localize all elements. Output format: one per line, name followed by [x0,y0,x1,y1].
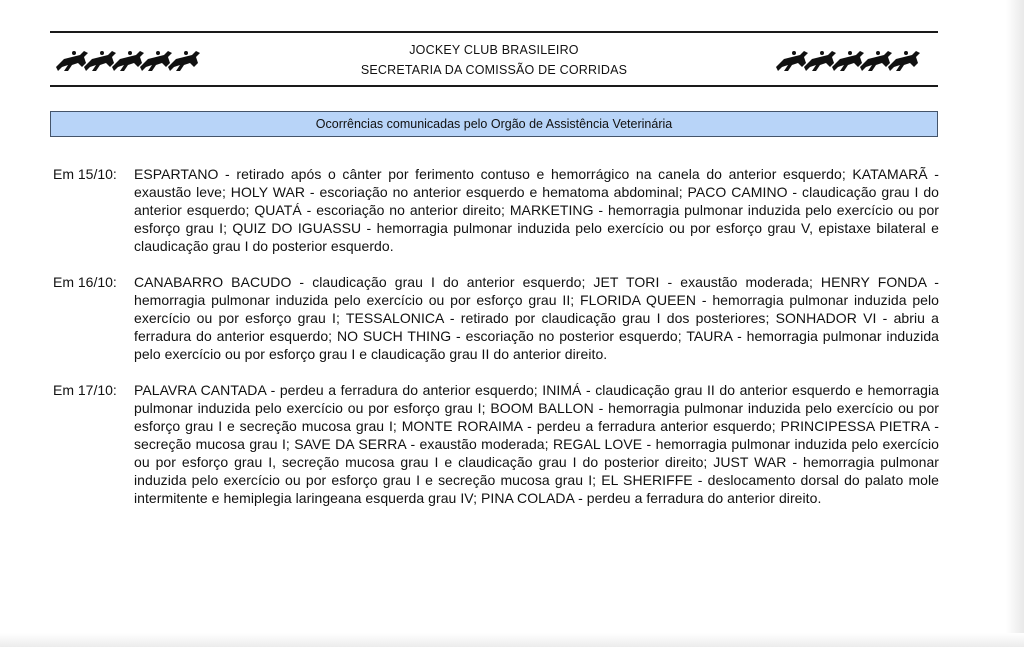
entry-text: ESPARTANO - retirado após o cânter por ferimento contuso e hemorrágico na canela do anterior esquerdo; KATAMARÃ - exaustão leve; HOLY WAR - escoriação no anterior esquerdo e hematoma abdominal; PACO CAMINO - claudicação grau I do anterior esquerdo; QUATÁ - escoriação no anterior direito; MARKETING - hemorragia pulmonar induzida pelo exercício ou por esforço grau I; QUIZ DO IGUASSU - hemorragia pulmonar induzida pelo exercício ou por esforço grau V, epistaxe bilateral e claudicação grau I do posterior esquerdo. [134,166,939,254]
header-department: SECRETARIA DA COMISSÃO DE CORRIDAS [360,63,628,77]
document-header [50,31,938,87]
entry-date: Em 17/10: [53,382,117,398]
section-banner: Ocorrências comunicadas pelo Orgão de Assistência Veterinária [50,111,938,137]
occurrence-entry-1510 [53,165,939,255]
entry-text: CANABARRO BACUDO - claudicação grau I do anterior esquerdo; JET TORI - exaustão moderada; HENRY FONDA - hemorragia pulmonar induzida pelo exercício ou por esforço grau II; FLORIDA QUEEN - hemorragia pulmonar induzida pelo exercício ou por esforço grau I; TESSALONICA - retirado por claudicação grau I dos posteriores; SONHADOR VI - abriu a ferradura do anterior esquerdo; NO SUCH THING - escoriação no posterior esquerdo; TAURA - hemorragia pulmonar induzida pelo exercício ou por esforço grau I e claudicação grau II do anterior direito. [134,274,939,362]
entry-text: PALAVRA CANTADA - perdeu a ferradura do anterior esquerdo; INIMÁ - claudicação grau II do anterior esquerdo e hemorragia pulmonar induzida pelo exercício ou por esforço grau I; BOOM BALLON - hemorragia pulmonar induzida pelo exercício ou por esforço grau I e secreção mucosa grau I; MONTE RORAIMA - perdeu a ferradura anterior esquerdo; PRINCIPESSA PIETRA - secreção mucosa grau I; SAVE DA SERRA - exaustão moderada; REGAL LOVE - hemorragia pulmonar induzida pelo exercício ou por esforço grau I, secreção mucosa grau I e claudicação grau I do posterior direito; JUST WAR - hemorragia pulmonar induzida pelo exercício ou por esforço grau I e secreção mucosa grau I; EL SHERIFFE - deslocamento dorsal do palato mole intermitente e hemiplegia laringeana esquerda grau IV; PINA COLADA - perdeu a ferradura do anterior direito. [134,382,939,506]
occurrence-entry-1710 [53,381,939,507]
entry-date: Em 15/10: [53,166,117,182]
occurrence-entry-1610 [53,273,939,363]
entry-date: Em 16/10: [53,274,117,290]
page-edge-shadow [1006,0,1024,647]
occurrence-list [53,165,939,525]
header-organization: JOCKEY CLUB BRASILEIRO [409,43,579,57]
racing-horses-right-icon [774,45,934,75]
page-bottom-shadow [0,633,1024,647]
